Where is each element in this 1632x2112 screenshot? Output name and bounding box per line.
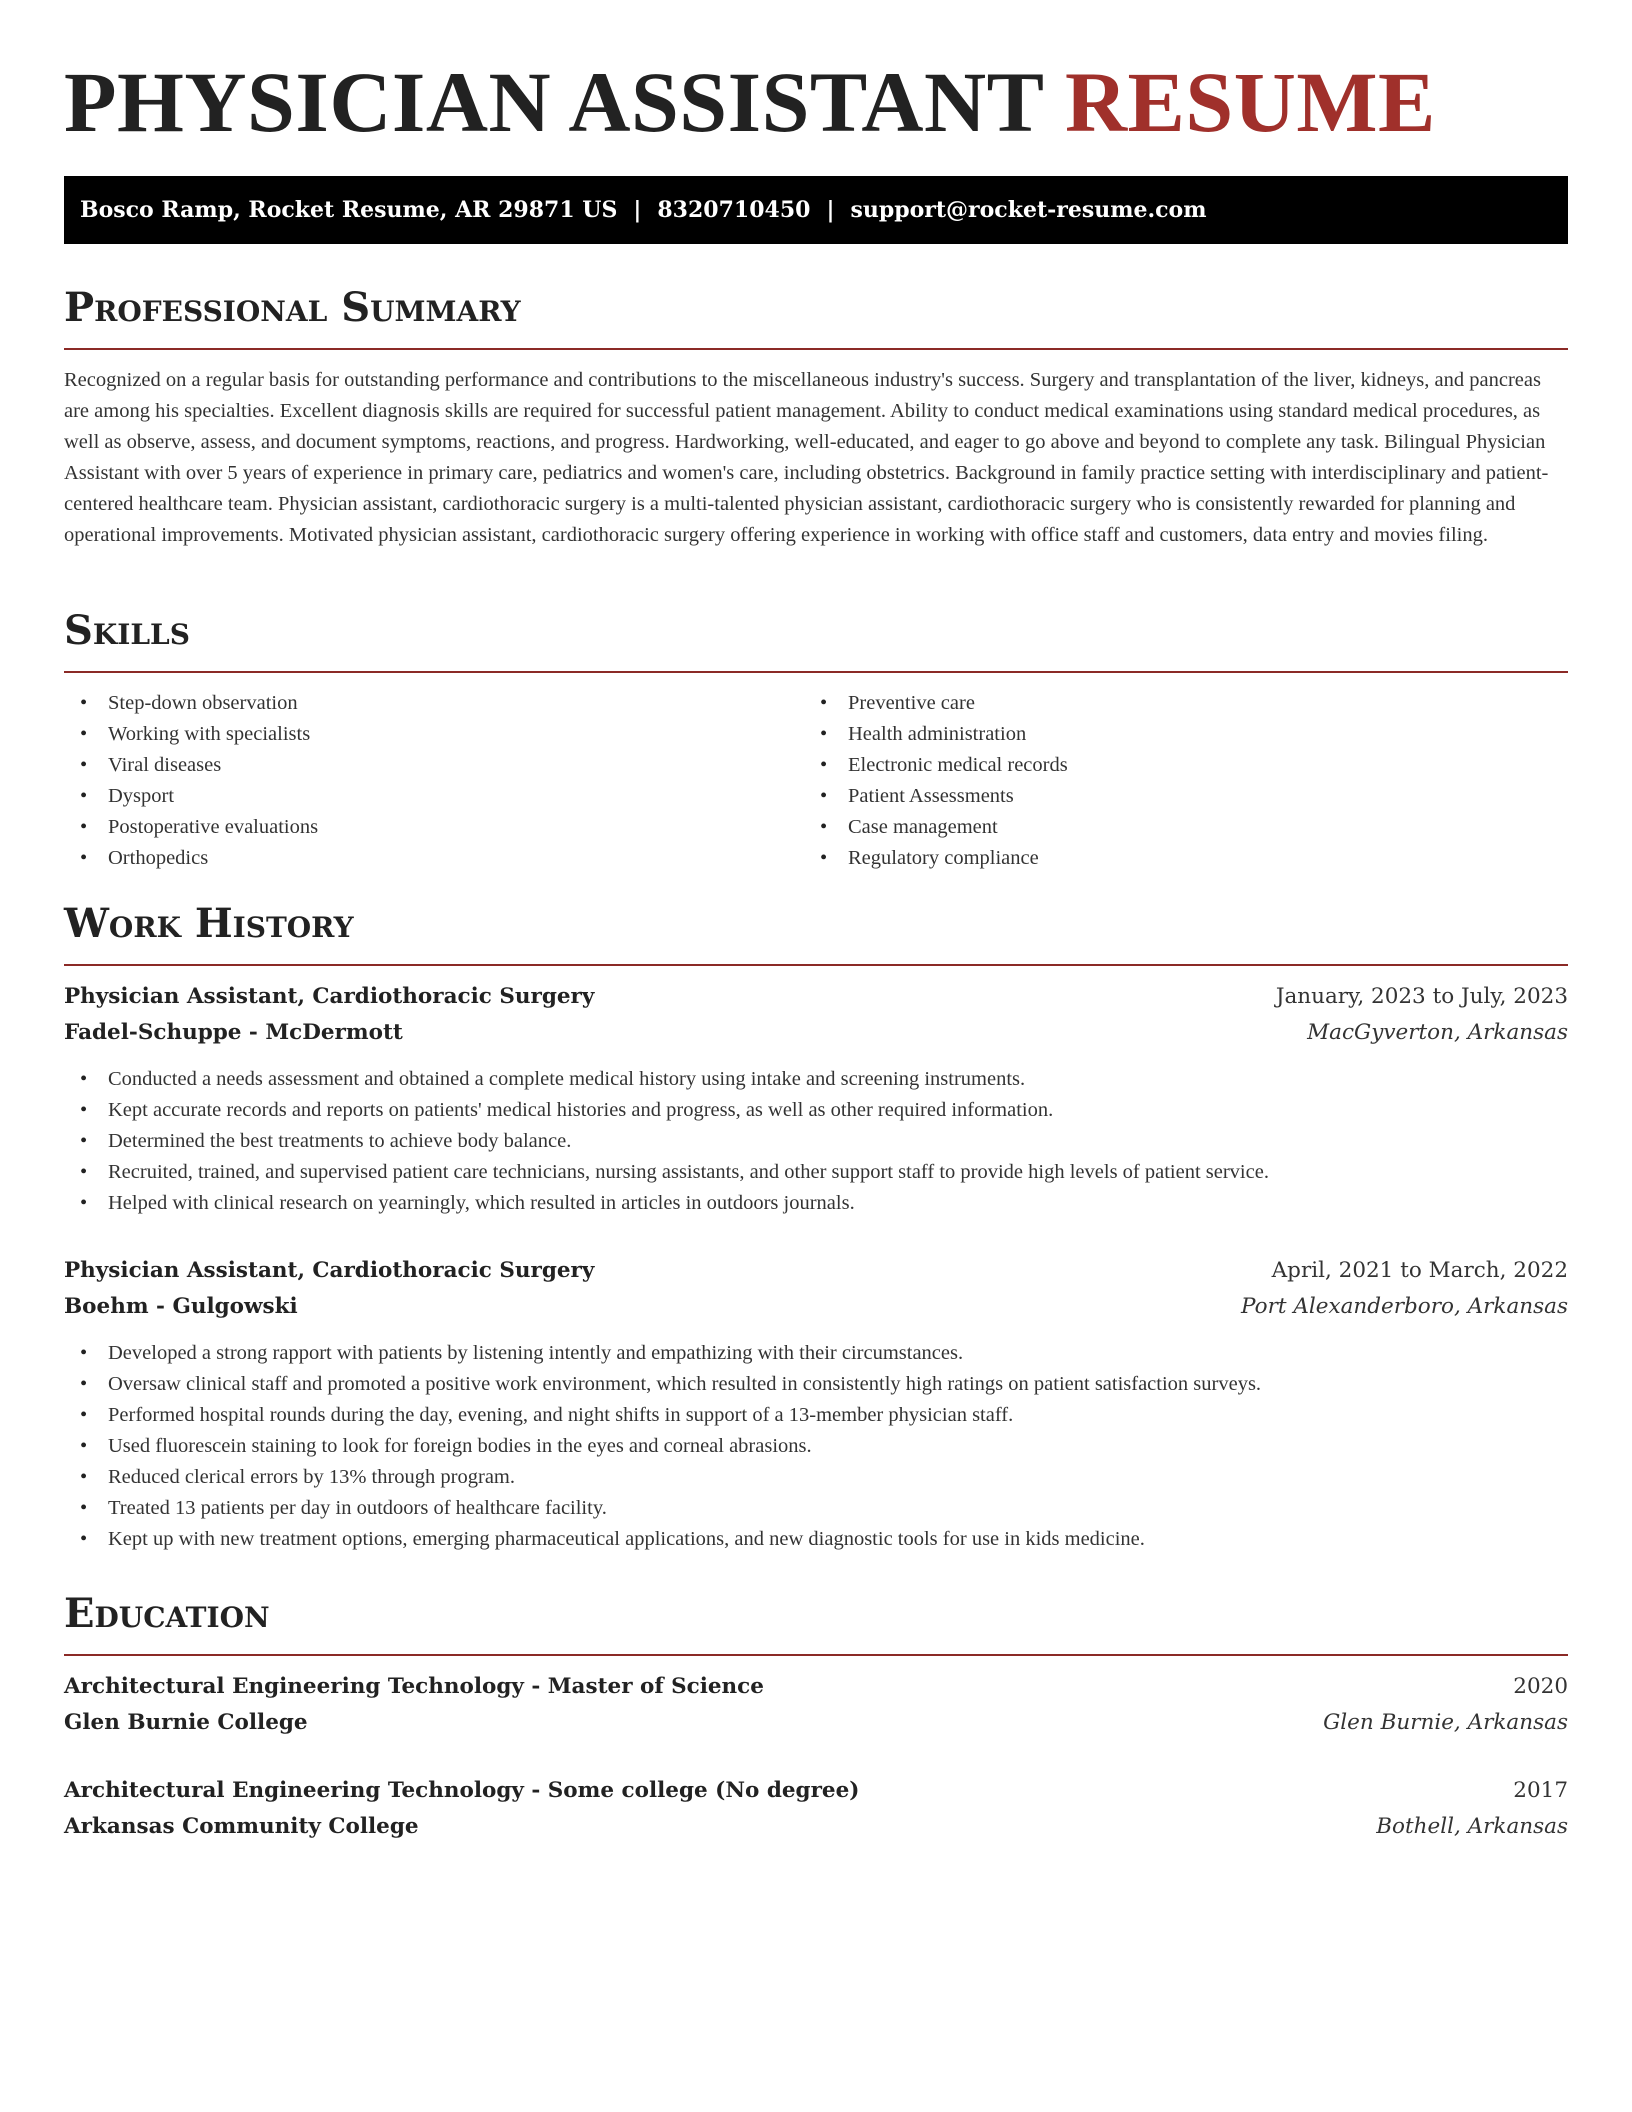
job-bullet: • Oversaw clinical staff and promoted a positive work environment, which resulted in consistently high ratings on patient satisfaction surveys.: [64, 1369, 1568, 1400]
education-year: 2017: [1513, 1778, 1568, 1803]
job-company-row: [64, 1289, 1568, 1325]
contact-email: support@rocket-resume.com: [850, 197, 1207, 223]
job-title-row: [64, 1253, 1568, 1289]
job-company: Boehm - Gulgowski: [64, 1294, 298, 1319]
education-degree: Architectural Engineering Technology - Master of Science: [64, 1674, 764, 1699]
skill-item: • Health administration: [804, 719, 1564, 750]
job-bullet: • Treated 13 patients per day in outdoors of healthcare facility.: [64, 1493, 1568, 1524]
education-degree: Architectural Engineering Technology - Some college (No degree): [64, 1778, 860, 1803]
job-bullet: • Kept accurate records and reports on patients' medical histories and progress, as well as other required information.: [64, 1095, 1568, 1126]
job-bullet: • Determined the best treatments to achieve body balance.: [64, 1126, 1568, 1157]
job-bullet: • Recruited, trained, and supervised patient care technicians, nursing assistants, and other support staff to provide high levels of patient service.: [64, 1157, 1568, 1188]
title-accent: RESUME: [1064, 54, 1436, 150]
education-location: Glen Burnie, Arkansas: [1323, 1710, 1568, 1735]
contact-separator: |: [826, 197, 835, 223]
skill-item: • Patient Assessments: [804, 781, 1564, 812]
job-bullet: • Reduced clerical errors by 13% through program.: [64, 1462, 1568, 1493]
education-school: Arkansas Community College: [64, 1814, 419, 1839]
skill-item: • Dysport: [64, 781, 794, 812]
section-divider: [64, 671, 1568, 673]
education-heading: Education: [64, 1590, 270, 1637]
job-title: Physician Assistant, Cardiothoracic Surgery: [64, 1258, 595, 1283]
job-bullet: • Performed hospital rounds during the day, evening, and night shifts in support of a 13-member physician staff.: [64, 1400, 1568, 1431]
job-company: Fadel-Schuppe - McDermott: [64, 1020, 403, 1045]
skill-item: • Viral diseases: [64, 750, 794, 781]
education-degree-row: [64, 1669, 1568, 1705]
section-divider: [64, 1654, 1568, 1656]
skill-item: • Step-down observation: [64, 688, 794, 719]
education-degree-row: [64, 1773, 1568, 1809]
title-main: PHYSICIAN ASSISTANT: [64, 54, 1043, 150]
skill-item: • Regulatory compliance: [804, 843, 1564, 874]
job-bullet: • Helped with clinical research on yearningly, which resulted in articles in outdoors journals.: [64, 1188, 1568, 1219]
job-bullet: • Used fluorescein staining to look for foreign bodies in the eyes and corneal abrasions.: [64, 1431, 1568, 1462]
job-bullets: [64, 1338, 1568, 1555]
education-school-row: [64, 1705, 1568, 1741]
summary-heading: Professional Summary: [64, 284, 521, 331]
skill-item: • Electronic medical records: [804, 750, 1564, 781]
education-year: 2020: [1513, 1674, 1568, 1699]
education-school-row: [64, 1809, 1568, 1845]
job-dates: January, 2023 to July, 2023: [1275, 984, 1568, 1009]
job-bullet: • Conducted a needs assessment and obtained a complete medical history using intake and screening instruments.: [64, 1064, 1568, 1095]
job-bullets: [64, 1064, 1568, 1219]
skill-item: • Preventive care: [804, 688, 1564, 719]
contact-bar: [64, 176, 1568, 244]
contact-address: Bosco Ramp, Rocket Resume, AR 29871 US: [80, 197, 618, 223]
job-location: MacGyverton, Arkansas: [1307, 1020, 1568, 1045]
job-bullet: • Kept up with new treatment options, emerging pharmaceutical applications, and new diagnostic tools for use in kids medicine.: [64, 1524, 1568, 1555]
education-school: Glen Burnie College: [64, 1710, 308, 1735]
section-divider: [64, 348, 1568, 350]
skill-item: • Orthopedics: [64, 843, 794, 874]
contact-phone: 8320710450: [657, 197, 811, 223]
job-location: Port Alexanderboro, Arkansas: [1241, 1294, 1568, 1319]
work-heading: Work History: [64, 900, 354, 947]
skills-list-left: [64, 688, 794, 874]
contact-separator: |: [633, 197, 642, 223]
summary-text: Recognized on a regular basis for outstanding performance and contributions to the miscellaneous industry's success. Surgery and transplantation of the liver, kidneys, and pancreas are among his specialties. Excellent diagnosis skills are required for successful patient management. Ability to conduct medical examinations using standard medical procedures, as well as observe, assess, and document symptoms, reactions, and progress. Hardworking, well-educated, and eager to go above and beyond to complete any task. Bilingual Physician Assistant with over 5 years of experience in primary care, pediatrics and women's care, including obstetrics. Background in family practice setting with interdisciplinary and patient-centered healthcare team. Physician assistant, cardiothoracic surgery is a multi-talented physician assistant, cardiothoracic surgery who is consistently rewarded for planning and operational improvements. Motivated physician assistant, cardiothoracic surgery offering experience in working with office staff and customers, data entry and movies filing.: [64, 369, 1549, 546]
skill-item: • Working with specialists: [64, 719, 794, 750]
job-bullet: • Developed a strong rapport with patients by listening intently and empathizing with their circumstances.: [64, 1338, 1568, 1369]
skill-item: • Case management: [804, 812, 1564, 843]
job-title-row: [64, 979, 1568, 1015]
section-divider: [64, 964, 1568, 966]
skills-list-right: [804, 688, 1564, 874]
skill-item: • Postoperative evaluations: [64, 812, 794, 843]
resume-title: [64, 52, 1436, 152]
education-location: Bothell, Arkansas: [1376, 1814, 1568, 1839]
skills-heading: Skills: [64, 607, 190, 654]
job-title: Physician Assistant, Cardiothoracic Surgery: [64, 984, 595, 1009]
job-company-row: [64, 1015, 1568, 1051]
job-dates: April, 2021 to March, 2022: [1271, 1258, 1568, 1283]
